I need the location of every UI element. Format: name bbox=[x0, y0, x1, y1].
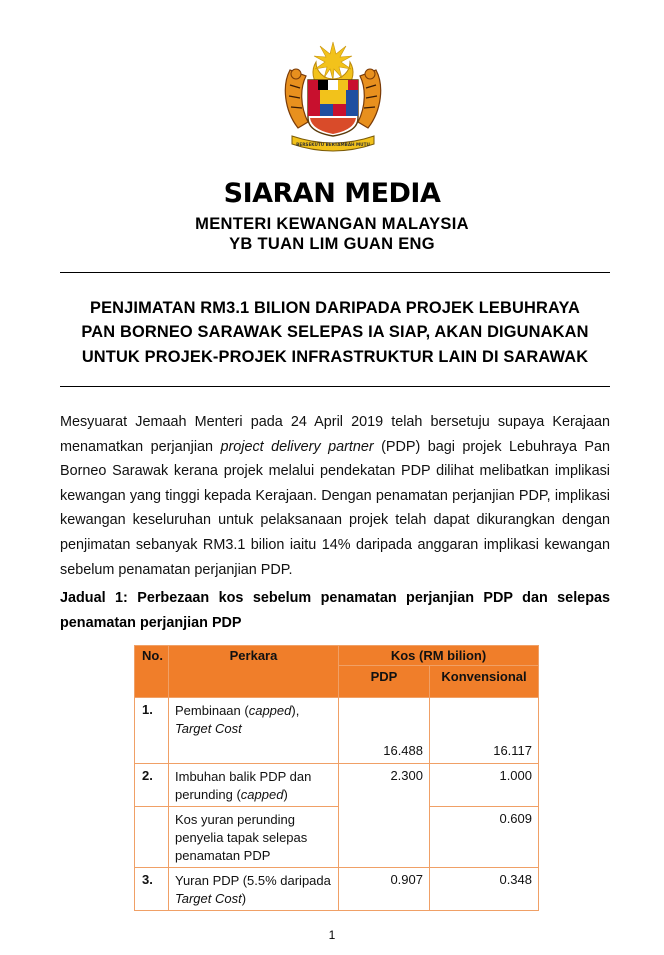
item-italic: Target Cost bbox=[175, 891, 242, 906]
item-text: ) bbox=[283, 787, 288, 802]
minister-name: YB TUAN LIM GUAN ENG bbox=[229, 235, 435, 253]
row-pdp-value: 0.907 bbox=[339, 868, 430, 911]
divider-top bbox=[60, 272, 610, 273]
header-kos: Kos (RM bilion) bbox=[339, 646, 539, 666]
svg-text:BERSEKUTU BERTAMBAH MUTU: BERSEKUTU BERTAMBAH MUTU bbox=[296, 142, 370, 147]
caption-line: Jadual 1: Perbezaan kos sebelum penamatan perjanjian PDP dan selepas bbox=[60, 590, 610, 606]
row-item: Kos yuran perunding penyelia tapak selepas penamatan PDP bbox=[169, 807, 339, 868]
item-text: Pembinaan ( bbox=[175, 703, 249, 718]
cost-table bbox=[134, 645, 539, 911]
row-number: 1. bbox=[135, 698, 169, 764]
minister-title: MENTERI KEWANGAN MALAYSIA bbox=[195, 215, 469, 233]
item-italic: capped bbox=[240, 787, 284, 802]
item-italic: Target Cost bbox=[175, 721, 242, 736]
row-konv-value: 0.609 bbox=[430, 807, 539, 868]
item-text: Yuran PDP (5.5% daripada bbox=[175, 873, 331, 888]
table-row bbox=[135, 807, 539, 868]
page-number: 1 bbox=[328, 928, 336, 942]
table-row bbox=[135, 698, 539, 764]
headline-line: UNTUK PROJEK-PROJEK INFRASTRUKTUR LAIN DI SARAWAK bbox=[81, 347, 589, 366]
row-pdp-value: 16.488 bbox=[339, 698, 430, 764]
row-number bbox=[135, 807, 169, 868]
header-perkara: Perkara bbox=[169, 646, 339, 698]
divider-bottom bbox=[60, 386, 610, 387]
caption-line: penamatan perjanjian PDP bbox=[60, 614, 242, 631]
coat-of-arms-logo bbox=[278, 40, 388, 155]
paragraph-italic: project delivery partner bbox=[220, 438, 374, 455]
header-konvensional: Konvensional bbox=[430, 666, 539, 698]
table-caption bbox=[60, 586, 610, 635]
paragraph-text: (PDP) bagi projek Lebuhraya Pan Borneo Sarawak kerana projek melalui pendekatan PDP dilihat melibatkan implikasi kewangan yang tinggi kepada Kerajaan. Dengan penamatan perjanjian PDP, implikasi kewangan keseluruhan untuk pelaksanaan projek telah dapat dikurangkan dengan penjimatan sebanyak RM3.1 bilion iaitu 14% daripada anggaran implikasi kewangan sebelum penamatan perjanjian PDP. bbox=[60, 438, 611, 578]
body-paragraph bbox=[60, 410, 610, 582]
row-item bbox=[169, 698, 339, 764]
row-item bbox=[169, 868, 339, 911]
table-row bbox=[135, 868, 539, 911]
row-pdp-value: 2.300 bbox=[339, 764, 430, 868]
headline bbox=[60, 296, 610, 369]
header-pdp: PDP bbox=[339, 666, 430, 698]
row-konv-value: 0.348 bbox=[430, 868, 539, 911]
headline-line: PENJIMATAN RM3.1 BILION DARIPADA PROJEK LEBUHRAYA bbox=[89, 299, 581, 317]
row-item bbox=[169, 764, 339, 807]
row-number: 2. bbox=[135, 764, 169, 807]
page-title: SIARAN MEDIA bbox=[223, 178, 441, 209]
paragraph-text: Mesyuarat Jemaah Menteri pada 24 April 2019 telah bersetuju supaya Kerajaan menamatkan perjanjian bbox=[60, 414, 610, 455]
table-header-row bbox=[135, 646, 539, 666]
row-konv-value: 1.000 bbox=[430, 764, 539, 807]
item-text: Imbuhan balik PDP dan perunding ( bbox=[175, 769, 312, 802]
row-konv-value: 16.117 bbox=[430, 698, 539, 764]
header-no: No. bbox=[135, 646, 169, 698]
row-number: 3. bbox=[135, 868, 169, 911]
headline-line: PAN BORNEO SARAWAK SELEPAS IA SIAP, AKAN DIGUNAKAN bbox=[81, 323, 589, 342]
table-row bbox=[135, 764, 539, 807]
item-italic: capped bbox=[248, 703, 292, 718]
item-text: ), bbox=[291, 703, 300, 718]
item-text: ) bbox=[241, 891, 247, 906]
